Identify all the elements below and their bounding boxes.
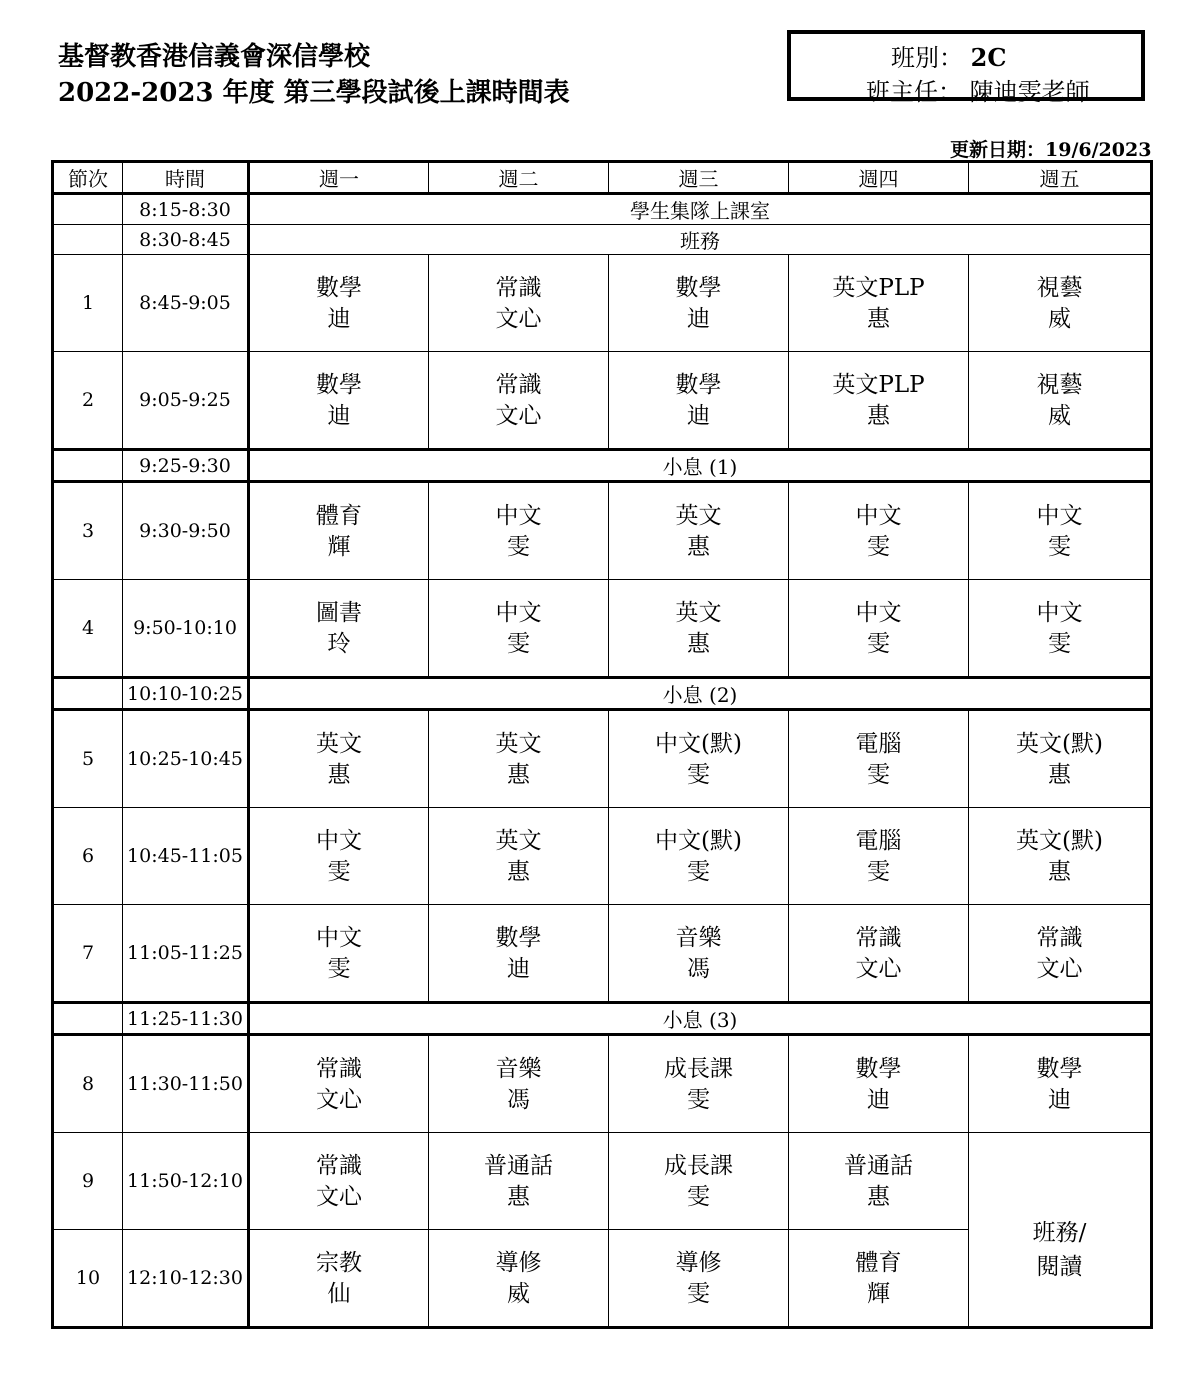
time-cell: 11:05-11:25 (123, 905, 249, 1003)
teacher-name: 雯 (1048, 534, 1071, 560)
period-row (53, 482, 1152, 580)
col-time: 時間 (123, 162, 249, 194)
period-number: 8 (53, 1035, 123, 1133)
class-line (891, 38, 1006, 73)
lesson-cell (429, 1035, 609, 1133)
subject-name: 中文 (855, 600, 902, 626)
lesson-cell (789, 255, 969, 352)
teacher-name: 惠 (507, 762, 530, 788)
subject-name: 宗教 (316, 1250, 362, 1276)
teacher-name: 惠 (507, 1184, 530, 1210)
subject-name: 圖書 (316, 600, 362, 626)
teacher-name: 文心 (316, 1184, 362, 1210)
lesson-cell (249, 352, 429, 450)
time-cell: 11:25-11:30 (123, 1003, 249, 1035)
subject-name: 導修 (675, 1250, 722, 1276)
merged-line-2: 閱讀 (1036, 1253, 1083, 1280)
period-row (53, 905, 1152, 1003)
period-cell (53, 678, 123, 710)
subject-name: 數學 (1036, 1056, 1083, 1082)
subject-name: 中文(默) (655, 731, 742, 757)
lesson-cell (789, 1230, 969, 1328)
period-row (53, 352, 1152, 450)
teacher-name: 雯 (687, 859, 710, 885)
lesson-cell (249, 1230, 429, 1328)
subject-name: 中文 (316, 925, 362, 951)
lesson-cell (789, 1133, 969, 1230)
lesson-cell (969, 255, 1152, 352)
teacher-name: 輝 (327, 534, 351, 560)
subject-name: 英文(默) (1016, 828, 1103, 854)
teacher-name: 文心 (495, 403, 542, 429)
period-cell (53, 194, 123, 225)
lesson-cell (609, 710, 789, 808)
lesson-cell (249, 905, 429, 1003)
teacher-name: 文心 (1036, 956, 1083, 982)
updated-date (950, 135, 1151, 162)
period-number: 1 (53, 255, 123, 352)
teacher-name: 雯 (507, 534, 530, 560)
period-cell (53, 1003, 123, 1035)
lesson-cell (789, 905, 969, 1003)
lesson-cell (969, 482, 1152, 580)
teacher-name: 雯 (867, 631, 890, 657)
teacher-name: 輝 (867, 1281, 890, 1307)
subject-name: 普通話 (484, 1153, 553, 1179)
lesson-cell (249, 1035, 429, 1133)
teacher-name: 惠 (327, 762, 351, 788)
class-info-box (787, 30, 1145, 106)
teacher-name: 威 (1048, 306, 1071, 332)
subject-name: 中文 (1036, 600, 1083, 626)
teacher-name: 惠 (867, 1184, 890, 1210)
break-label: 小息 (3) (249, 1003, 1152, 1035)
lesson-cell (969, 905, 1152, 1003)
updated-value: 19/6/2023 (1045, 139, 1152, 161)
subject-name: 視藝 (1036, 372, 1083, 398)
subject-name: 數學 (675, 275, 722, 301)
lesson-cell (969, 808, 1152, 905)
period-cell (53, 450, 123, 482)
teacher-name: 惠 (1048, 859, 1071, 885)
subject-name: 音樂 (675, 925, 722, 951)
assembly-row (53, 194, 1152, 225)
lesson-cell (249, 808, 429, 905)
teacher-name: 雯 (687, 762, 710, 788)
period-number: 6 (53, 808, 123, 905)
teacher-name: 雯 (507, 631, 530, 657)
lesson-cell (249, 1133, 429, 1230)
teacher-name: 迪 (687, 306, 710, 332)
lesson-cell (429, 1230, 609, 1328)
break-row (53, 1003, 1152, 1035)
subject-name: 體育 (316, 503, 362, 529)
lesson-cell (969, 710, 1152, 808)
teacher-name: 雯 (867, 859, 890, 885)
teacher-name: 雯 (327, 859, 351, 885)
lesson-cell (429, 808, 609, 905)
subject-name: 中文 (495, 600, 542, 626)
subject-name: 中文 (316, 828, 362, 854)
teacher-name: 馮 (507, 1087, 530, 1113)
teacher-name: 威 (1048, 403, 1071, 429)
lesson-cell (609, 352, 789, 450)
time-cell: 9:05-9:25 (123, 352, 249, 450)
time-cell: 11:30-11:50 (123, 1035, 249, 1133)
subject-name: 體育 (855, 1250, 902, 1276)
lesson-cell (609, 1230, 789, 1328)
lesson-cell (249, 255, 429, 352)
lesson-cell (429, 482, 609, 580)
teacher-name: 迪 (867, 1087, 890, 1113)
period-row (53, 580, 1152, 678)
teacher-name: 文心 (316, 1087, 362, 1113)
subject-name: 成長課 (664, 1056, 733, 1082)
time-cell: 10:45-11:05 (123, 808, 249, 905)
subject-name: 英文PLP (832, 372, 925, 398)
lesson-cell (609, 1035, 789, 1133)
subject-name: 視藝 (1036, 275, 1083, 301)
lesson-cell (429, 710, 609, 808)
time-cell: 8:15-8:30 (123, 194, 249, 225)
subject-name: 常識 (495, 275, 542, 301)
teacher-name: 文心 (495, 306, 542, 332)
subject-name: 中文(默) (655, 828, 742, 854)
time-cell: 9:30-9:50 (123, 482, 249, 580)
subject-name: 英文 (675, 503, 722, 529)
col-tue: 週二 (429, 162, 609, 194)
teacher-name: 迪 (687, 403, 710, 429)
teacher-name: 迪 (327, 403, 351, 429)
subject-name: 導修 (495, 1250, 542, 1276)
break-row (53, 450, 1152, 482)
col-fri: 週五 (969, 162, 1152, 194)
subject-name: 中文 (855, 503, 902, 529)
lesson-cell (429, 905, 609, 1003)
subject-name: 英文 (495, 828, 542, 854)
subject-name: 音樂 (495, 1056, 542, 1082)
assembly-label: 學生集隊上課室 (249, 194, 1152, 225)
school-name: 基督教香港信義會深信學校 (58, 42, 371, 72)
subject-name: 中文 (495, 503, 542, 529)
lesson-cell (609, 580, 789, 678)
subject-name: 英文 (675, 600, 722, 626)
lesson-cell (429, 580, 609, 678)
lesson-cell (969, 580, 1152, 678)
period-row (53, 710, 1152, 808)
teacher-value: 陳迪雯老師 (969, 78, 1090, 106)
period-row (53, 1035, 1152, 1133)
time-cell: 8:30-8:45 (123, 225, 249, 255)
lesson-cell (429, 352, 609, 450)
lesson-cell (789, 808, 969, 905)
subject-name: 常識 (316, 1056, 362, 1082)
teacher-name: 迪 (327, 306, 351, 332)
break-label: 小息 (1) (249, 450, 1152, 482)
subject-name: 英文(默) (1016, 731, 1103, 757)
subject-name: 英文PLP (832, 275, 925, 301)
subject-name: 電腦 (855, 731, 902, 757)
period-number: 5 (53, 710, 123, 808)
class-value: 2C (970, 43, 1007, 72)
subject-name: 普通話 (844, 1153, 913, 1179)
teacher-line (866, 72, 1090, 107)
lesson-cell (789, 580, 969, 678)
merged-line-1: 班務/ (1032, 1219, 1087, 1246)
lesson-cell (789, 1035, 969, 1133)
subject-name: 數學 (855, 1056, 902, 1082)
time-cell: 12:10-12:30 (123, 1230, 249, 1328)
time-cell: 11:50-12:10 (123, 1133, 249, 1230)
teacher-name: 雯 (687, 1184, 710, 1210)
time-cell: 10:10-10:25 (123, 678, 249, 710)
homeroom-label: 班務 (249, 225, 1152, 255)
updated-label: 更新日期： (950, 139, 1046, 161)
lesson-cell (249, 482, 429, 580)
teacher-name: 雯 (867, 534, 890, 560)
col-wed: 週三 (609, 162, 789, 194)
period-row (53, 1133, 1152, 1230)
period-cell (53, 225, 123, 255)
lesson-cell (969, 1035, 1152, 1133)
lesson-cell (609, 255, 789, 352)
teacher-name: 玲 (327, 631, 351, 657)
lesson-cell (249, 710, 429, 808)
teacher-name: 惠 (867, 403, 890, 429)
subject-name: 英文 (495, 731, 542, 757)
period-number: 2 (53, 352, 123, 450)
period-number: 7 (53, 905, 123, 1003)
period-number: 10 (53, 1230, 123, 1328)
teacher-name: 迪 (1048, 1087, 1071, 1113)
col-mon: 週一 (249, 162, 429, 194)
subject-name: 常識 (855, 925, 902, 951)
break-label: 小息 (2) (249, 678, 1152, 710)
lesson-cell (429, 255, 609, 352)
subject-name: 數學 (316, 275, 362, 301)
class-label: 班別： (891, 44, 963, 72)
teacher-name: 惠 (687, 534, 710, 560)
lesson-cell (789, 710, 969, 808)
teacher-name: 文心 (855, 956, 902, 982)
break-row (53, 678, 1152, 710)
teacher-name: 仙 (327, 1281, 351, 1307)
teacher-name: 惠 (1048, 762, 1071, 788)
lesson-cell (789, 352, 969, 450)
teacher-name: 雯 (687, 1281, 710, 1307)
subject-name: 數學 (495, 925, 542, 951)
col-period: 節次 (53, 162, 123, 194)
period-row (53, 255, 1152, 352)
subject-name: 常識 (495, 372, 542, 398)
lesson-cell (609, 482, 789, 580)
friday-merged-cell (969, 1133, 1152, 1328)
teacher-name: 威 (507, 1281, 530, 1307)
time-cell: 9:50-10:10 (123, 580, 249, 678)
teacher-name: 雯 (327, 956, 351, 982)
lesson-cell (429, 1133, 609, 1230)
timetable-title: 2022-2023 年度 第三學段試後上課時間表 (58, 78, 570, 108)
subject-name: 英文 (316, 731, 362, 757)
teacher-name: 惠 (867, 306, 890, 332)
lesson-cell (609, 1133, 789, 1230)
period-row (53, 808, 1152, 905)
teacher-name: 雯 (687, 1087, 710, 1113)
subject-name: 數學 (675, 372, 722, 398)
teacher-name: 馮 (687, 956, 710, 982)
lesson-cell (609, 905, 789, 1003)
homeroom-row (53, 225, 1152, 255)
time-cell: 10:25-10:45 (123, 710, 249, 808)
header-row (53, 162, 1152, 194)
lesson-cell (789, 482, 969, 580)
lesson-cell (249, 580, 429, 678)
subject-name: 成長課 (664, 1153, 733, 1179)
period-number: 9 (53, 1133, 123, 1230)
time-cell: 8:45-9:05 (123, 255, 249, 352)
teacher-name: 惠 (687, 631, 710, 657)
period-number: 4 (53, 580, 123, 678)
teacher-name: 迪 (507, 956, 530, 982)
teacher-name: 雯 (867, 762, 890, 788)
period-number: 3 (53, 482, 123, 580)
lesson-cell (609, 808, 789, 905)
timetable (51, 160, 1153, 1329)
lesson-cell (969, 352, 1152, 450)
teacher-label: 班主任： (866, 78, 962, 106)
subject-name: 常識 (316, 1153, 362, 1179)
time-cell: 9:25-9:30 (123, 450, 249, 482)
subject-name: 數學 (316, 372, 362, 398)
subject-name: 常識 (1036, 925, 1083, 951)
subject-name: 中文 (1036, 503, 1083, 529)
teacher-name: 惠 (507, 859, 530, 885)
subject-name: 電腦 (855, 828, 902, 854)
teacher-name: 雯 (1048, 631, 1071, 657)
col-thu: 週四 (789, 162, 969, 194)
